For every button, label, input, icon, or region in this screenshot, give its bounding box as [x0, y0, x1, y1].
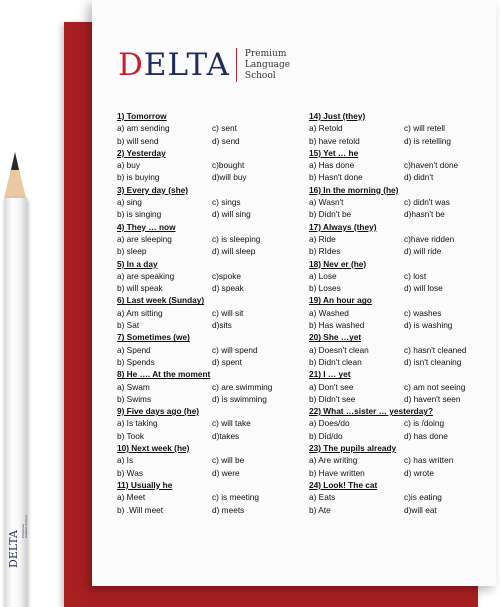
- answer-options-row: [309, 270, 499, 282]
- question-title: 15) Yet … he: [309, 147, 359, 158]
- answer-options-row: [309, 454, 499, 466]
- answer-option: c) will sit: [212, 307, 244, 318]
- pencil-logo-text: DELTA: [7, 530, 20, 568]
- logo-wordmark: [118, 47, 230, 83]
- answer-option: c) sent: [212, 123, 237, 134]
- answer-option: a) am sending: [117, 123, 170, 134]
- answer-option: b) Was: [117, 467, 143, 478]
- answer-options-row: [117, 270, 307, 282]
- answer-option: c) will be: [212, 455, 245, 466]
- answer-option: b) RIdes: [309, 246, 341, 257]
- answer-option: b) Didn't see: [309, 393, 356, 404]
- pencil-lead: [11, 152, 19, 170]
- question-title: 7) Sometimes (we): [117, 332, 190, 343]
- answer-option: b) Sat: [117, 320, 140, 331]
- answer-option: d) is washing: [404, 320, 453, 331]
- answer-option: c) will take: [212, 418, 251, 429]
- answer-options-row: [117, 282, 307, 294]
- answer-option: d) spent: [212, 356, 242, 367]
- tagline-line-3: School: [244, 70, 276, 81]
- answer-option: c) washes: [404, 307, 442, 318]
- answer-option: a) are speaking: [117, 270, 175, 281]
- pencil-tag-1: Premium: [21, 524, 25, 538]
- question-title: 5) In a day: [117, 258, 158, 269]
- answer-options-row: [117, 208, 307, 220]
- answer-option: c)haven't done: [404, 160, 459, 171]
- answer-option: a) Doesn't clean: [309, 344, 369, 355]
- question-title: 21) I … yet: [309, 369, 351, 380]
- answer-option: d) wrote: [404, 467, 434, 478]
- answer-options-row: [117, 381, 307, 393]
- question-title: 19) An hour ago: [309, 295, 372, 306]
- answer-options-row: [309, 430, 499, 442]
- answer-options-row: [309, 381, 499, 393]
- question-title: 2) Yesterday: [117, 147, 166, 158]
- answer-options-row: [309, 319, 499, 331]
- answer-option: b) is singing: [117, 209, 162, 220]
- answer-option: a) Don't see: [309, 381, 354, 392]
- question-title: 14) Just (they): [309, 111, 366, 121]
- answer-option: c)bought: [212, 160, 245, 171]
- answer-option: d) send: [212, 135, 240, 146]
- answer-options-row: [117, 491, 307, 503]
- answer-option: b) will send: [117, 135, 159, 146]
- answer-option: d)takes: [212, 430, 240, 441]
- answer-options-row: [309, 356, 499, 368]
- logo-divider: [236, 48, 237, 82]
- answer-option: d)sits: [212, 320, 232, 331]
- answer-options-row: [309, 196, 499, 208]
- answer-options-row: [117, 319, 307, 331]
- answer-option: b) Didn't be: [309, 209, 352, 220]
- answer-options-row: [117, 171, 307, 183]
- answer-option: b) Ate: [309, 504, 331, 515]
- question-title: 8) He …. At the moment: [117, 369, 211, 380]
- answer-option: d) will ride: [404, 246, 442, 257]
- answer-option: b) Loses: [309, 283, 341, 294]
- answer-options-row: [117, 344, 307, 356]
- answer-option: b) Did/do: [309, 430, 343, 441]
- answer-option: a) Are writing: [309, 455, 358, 466]
- answer-options-row: [309, 245, 499, 257]
- question-title: 6) Last week (Sunday): [117, 295, 205, 306]
- answer-option: c) are swimming: [212, 381, 273, 392]
- question-title: 3) Every day (she): [117, 184, 189, 195]
- answer-option: d)will eat: [404, 504, 437, 515]
- answer-option: a) Is: [117, 455, 134, 466]
- pencil-tag-2: English School: [24, 515, 28, 538]
- answer-option: a) Meet: [117, 492, 146, 503]
- answer-option: b) Have written: [309, 467, 365, 478]
- answer-option: b) Has washed: [309, 320, 365, 331]
- answer-option: a) Am sitting: [117, 307, 163, 318]
- answer-option: c) am not seeing: [404, 381, 466, 392]
- answer-option: a) Spend: [117, 344, 151, 355]
- answer-option: c) is meeting: [212, 492, 260, 503]
- answer-options-row: [309, 122, 499, 134]
- answer-option: a) are sleeping: [117, 233, 172, 244]
- answer-option: c) lost: [404, 270, 427, 281]
- tagline-line-2: Language: [244, 59, 291, 70]
- answer-options-row: [309, 504, 499, 516]
- tagline-line-1: Premium: [244, 48, 287, 59]
- answer-options-row: [117, 135, 307, 147]
- answer-options-row: [309, 233, 499, 245]
- answer-option: a) Ride: [309, 233, 336, 244]
- answer-option: c)have ridden: [404, 233, 455, 244]
- answer-option: c) sings: [212, 197, 241, 208]
- answer-option: b) will speak: [117, 283, 163, 294]
- answer-option: b) sleep: [117, 246, 147, 257]
- answer-option: a) Is taking: [117, 418, 158, 429]
- question-title: 24) Look! The cat: [309, 479, 378, 490]
- answer-option: d) didn't: [404, 172, 434, 183]
- question-title: 16) In the morning (he): [309, 184, 399, 195]
- delta-logo: [118, 48, 290, 82]
- answer-options-row: [309, 491, 499, 503]
- logo-letter-d: D: [118, 47, 144, 83]
- answer-option: c) has written: [404, 455, 454, 466]
- answer-option: a) Wasn't: [309, 197, 344, 208]
- answer-option: a) sing: [117, 197, 142, 208]
- answer-option: a) Eats: [309, 492, 336, 503]
- answer-option: b) have retold: [309, 135, 360, 146]
- answer-option: a) Retold: [309, 123, 343, 134]
- answer-option: a) Swam: [117, 381, 150, 392]
- answer-option: b) Hasn't done: [309, 172, 363, 183]
- answer-options-row: [117, 122, 307, 134]
- answer-option: d) were: [212, 467, 240, 478]
- answer-option: a) Does/do: [309, 418, 350, 429]
- answer-options-row: [117, 196, 307, 208]
- answer-option: d) speak: [212, 283, 244, 294]
- answer-options-row: [117, 233, 307, 245]
- answer-option: d) meets: [212, 504, 245, 515]
- answer-option: b) Didn't clean: [309, 356, 362, 367]
- answer-option: d) is retelling: [404, 135, 452, 146]
- answer-options-row: [117, 417, 307, 429]
- answer-option: c)is eating: [404, 492, 442, 503]
- answer-option: b) Spends: [117, 356, 155, 367]
- answer-option: b) Took: [117, 430, 145, 441]
- answer-options-row: [117, 467, 307, 479]
- answer-option: c) will spend: [212, 344, 258, 355]
- answer-option: c) hasn't cleaned: [404, 344, 467, 355]
- answer-options-row: [117, 159, 307, 171]
- question-title: 4) They … now: [117, 221, 176, 232]
- answer-options-row: [309, 417, 499, 429]
- question-title: 11) Usually he: [117, 479, 173, 490]
- answer-options-row: [117, 393, 307, 405]
- answer-option: d)will buy: [212, 172, 247, 183]
- answer-option: c) is /doing: [404, 418, 445, 429]
- answer-options-row: [117, 356, 307, 368]
- question-title: 18) Nev er (he): [309, 258, 367, 269]
- questions-left-column: [117, 110, 307, 516]
- answer-option: b) .Will meet: [117, 504, 164, 515]
- answer-options-row: [309, 393, 499, 405]
- answer-option: a) Washed: [309, 307, 349, 318]
- answer-options-row: [309, 135, 499, 147]
- answer-options-row: [309, 171, 499, 183]
- questions-right-column: [309, 110, 499, 516]
- answer-options-row: [117, 307, 307, 319]
- question-title: 22) What …sister … yesterday?: [309, 406, 434, 417]
- answer-option: c) is sleeping: [212, 233, 261, 244]
- answer-options-row: [117, 454, 307, 466]
- question-title: 20) She …yet: [309, 332, 362, 343]
- answer-option: d) will lose: [404, 283, 443, 294]
- answer-options-row: [309, 307, 499, 319]
- answer-option: d) will sing: [212, 209, 251, 220]
- answer-option: a) Has done: [309, 160, 355, 171]
- answer-option: c) didn't was: [404, 197, 450, 208]
- answer-option: c)spoke: [212, 270, 242, 281]
- answer-options-row: [117, 245, 307, 257]
- question-title: 17) Always (they): [309, 221, 377, 232]
- question-title: 9) Five days ago (he): [117, 406, 200, 417]
- pencil-illustration: [0, 152, 30, 607]
- answer-options-row: [309, 344, 499, 356]
- answer-option: d) has done: [404, 430, 448, 441]
- question-title: 10) Next week (he): [117, 443, 190, 454]
- answer-options-row: [309, 159, 499, 171]
- answer-options-row: [117, 430, 307, 442]
- answer-option: d) isn't cleaning: [404, 356, 462, 367]
- answer-option: b) is buying: [117, 172, 160, 183]
- question-title: 1) Tomorrow: [117, 111, 167, 121]
- pencil-logo: [3, 502, 28, 572]
- question-title: 23) The pupils already: [309, 443, 397, 454]
- logo-letters: ELTA: [143, 47, 230, 83]
- answer-options-row: [309, 467, 499, 479]
- logo-tagline: [245, 49, 290, 82]
- answer-option: a) Lose: [309, 270, 337, 281]
- answer-option: b) Swims: [117, 393, 152, 404]
- answer-option: d) is swimming: [212, 393, 267, 404]
- answer-option: d) haven't seen: [404, 393, 461, 404]
- answer-option: a) buy: [117, 160, 141, 171]
- answer-options-row: [309, 208, 499, 220]
- answer-option: c) will retell: [404, 123, 446, 134]
- answer-options-row: [309, 282, 499, 294]
- answer-options-row: [117, 504, 307, 516]
- answer-option: d)hasn't be: [404, 209, 445, 220]
- answer-option: d) will sleep: [212, 246, 256, 257]
